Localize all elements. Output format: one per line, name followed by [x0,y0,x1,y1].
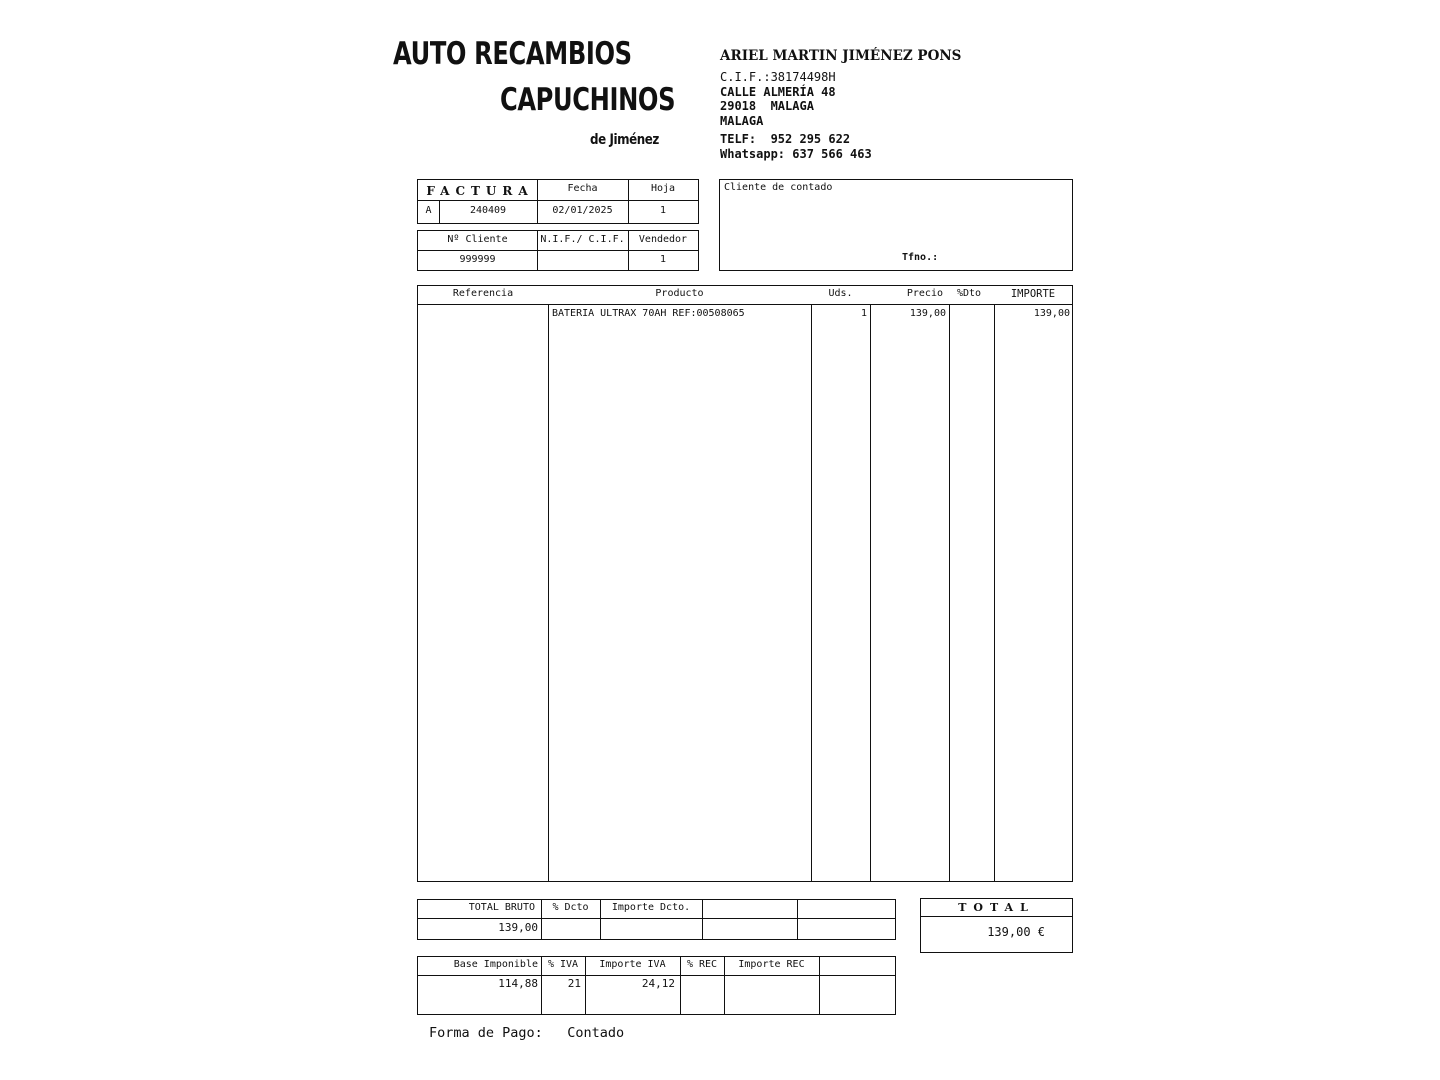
col-header-price: Precio [906,288,943,299]
company-street: CALLE ALMERÍA 48 [720,85,836,99]
vat-pct-value: 21 [567,977,581,990]
row-amount: 139,00 [1033,308,1070,319]
date-label: Fecha [567,183,598,194]
logo-line-1: AUTO RECAMBIOS [393,36,632,72]
logo-line-3: de Jiménez [590,132,659,148]
col-header-discount: %Dto [957,288,982,299]
company-whatsapp: Whatsapp: 637 566 463 [720,147,872,161]
col-header-amount: IMPORTE [1010,288,1056,300]
client-box [719,179,1073,271]
client-header-box [417,230,699,271]
vat-amount-label: Importe IVA [599,959,666,970]
invoice-date: 02/01/2025 [552,205,613,216]
logo-line-2: CAPUCHINOS [500,82,676,118]
disc-pct-label: % Dcto [552,902,589,913]
tax-row-box [417,956,896,1015]
grand-total-value: 139,00 € [987,925,1045,939]
col-header-product: Producto [655,288,704,299]
invoice-sheet: 1 [659,205,667,216]
vat-pct-label: % IVA [547,959,579,970]
company-owner: ARIEL MARTIN JIMÉNEZ PONS [720,48,962,64]
nif-label: N.I.F./ C.I.F. [540,234,625,245]
client-name: Cliente de contado [724,182,833,193]
payment-label: Forma de Pago: [429,1025,543,1041]
line-items-table [417,285,1073,882]
col-header-ref: Referencia [452,288,514,299]
payment-method [429,1025,624,1041]
invoice-number: 240409 [469,205,507,216]
gross-value: 139,00 [498,921,538,934]
seller-label: Vendedor [638,234,688,245]
client-no: 999999 [459,254,496,265]
client-no-label: Nº Cliente [447,234,508,245]
grand-total-box [920,898,1073,953]
company-city: 29018 MALAGA [720,99,814,113]
base-value: 114,88 [498,977,538,990]
invoice-header-box [417,179,699,224]
rec-pct-label: % REC [686,959,718,970]
base-label: Base Imponible [453,959,538,970]
seller-value: 1 [659,254,667,265]
totals-row-box [417,899,896,940]
row-price: 139,00 [909,308,946,319]
invoice-title: FACTURA [426,184,534,198]
disc-amount-label: Importe Dcto. [611,902,691,913]
col-header-units: Uds. [828,288,853,299]
payment-value: Contado [567,1025,625,1041]
company-phone: TELF: 952 295 622 [720,132,851,146]
company-cif: C.I.F.:38174498H [720,70,836,84]
invoice-series: A [425,205,432,216]
row-units: 1 [860,308,867,319]
rec-amount-label: Importe REC [738,959,805,970]
sheet-label: Hoja [650,183,676,194]
row-product: BATERIA ULTRAX 70AH REF:00508065 [552,308,745,319]
client-phone-label: Tfno.: [902,252,939,263]
gross-label: TOTAL BRUTO [468,902,535,913]
company-province: MALAGA [720,114,764,128]
grand-total-label: TOTAL [958,901,1035,914]
vat-amount-value: 24,12 [641,977,675,990]
